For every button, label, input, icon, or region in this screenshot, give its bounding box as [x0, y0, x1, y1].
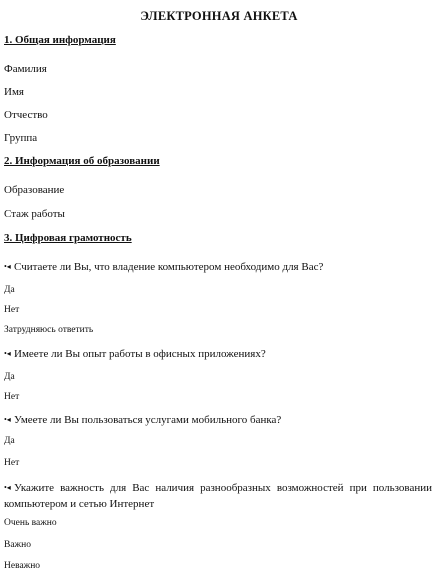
option-important: Важно	[4, 540, 31, 550]
option-hard-to-say: Затрудняюсь ответить	[4, 325, 94, 335]
question-text: Имеете ли Вы опыт работы в офисных приложениях?	[14, 348, 266, 360]
bullet-icon: •◂	[4, 483, 11, 492]
bullet-icon: •◂	[4, 262, 11, 271]
question-4	[4, 480, 432, 512]
option-very-important: Очень важно	[4, 518, 57, 528]
option-yes: Да	[4, 285, 15, 295]
question-3	[4, 414, 281, 426]
option-not-important: Неважно	[4, 561, 41, 571]
field-first-name: Имя	[4, 86, 24, 98]
question-text: Укажите важность для Вас наличия разнообразных возможностей при пользовании компьютером и сетью Интернет	[4, 482, 432, 510]
bullet-icon: •◂	[4, 349, 11, 358]
page-title: ЭЛЕКТРОННАЯ АНКЕТА	[140, 9, 298, 23]
option-no: Нет	[4, 305, 20, 315]
field-work-experience: Стаж работы	[4, 208, 65, 220]
section-heading-education: 2. Информация об образовании	[4, 155, 160, 167]
option-no: Нет	[4, 458, 20, 468]
field-group: Группа	[4, 132, 38, 144]
field-patronymic: Отчество	[4, 109, 48, 121]
question-2	[4, 348, 266, 360]
bullet-icon: •◂	[4, 415, 11, 424]
question-text: Считаете ли Вы, что владение компьютером необходимо для Вас?	[14, 261, 324, 273]
option-no: Нет	[4, 392, 20, 402]
section-heading-digital-literacy: 3. Цифровая грамотность	[4, 232, 132, 244]
question-text: Умеете ли Вы пользоваться услугами мобильного банка?	[14, 414, 282, 426]
field-education: Образование	[4, 184, 65, 196]
field-surname: Фамилия	[4, 63, 47, 75]
section-heading-general: 1. Общая информация	[4, 34, 116, 46]
question-1	[4, 261, 323, 273]
option-yes: Да	[4, 436, 15, 446]
option-yes: Да	[4, 372, 15, 382]
